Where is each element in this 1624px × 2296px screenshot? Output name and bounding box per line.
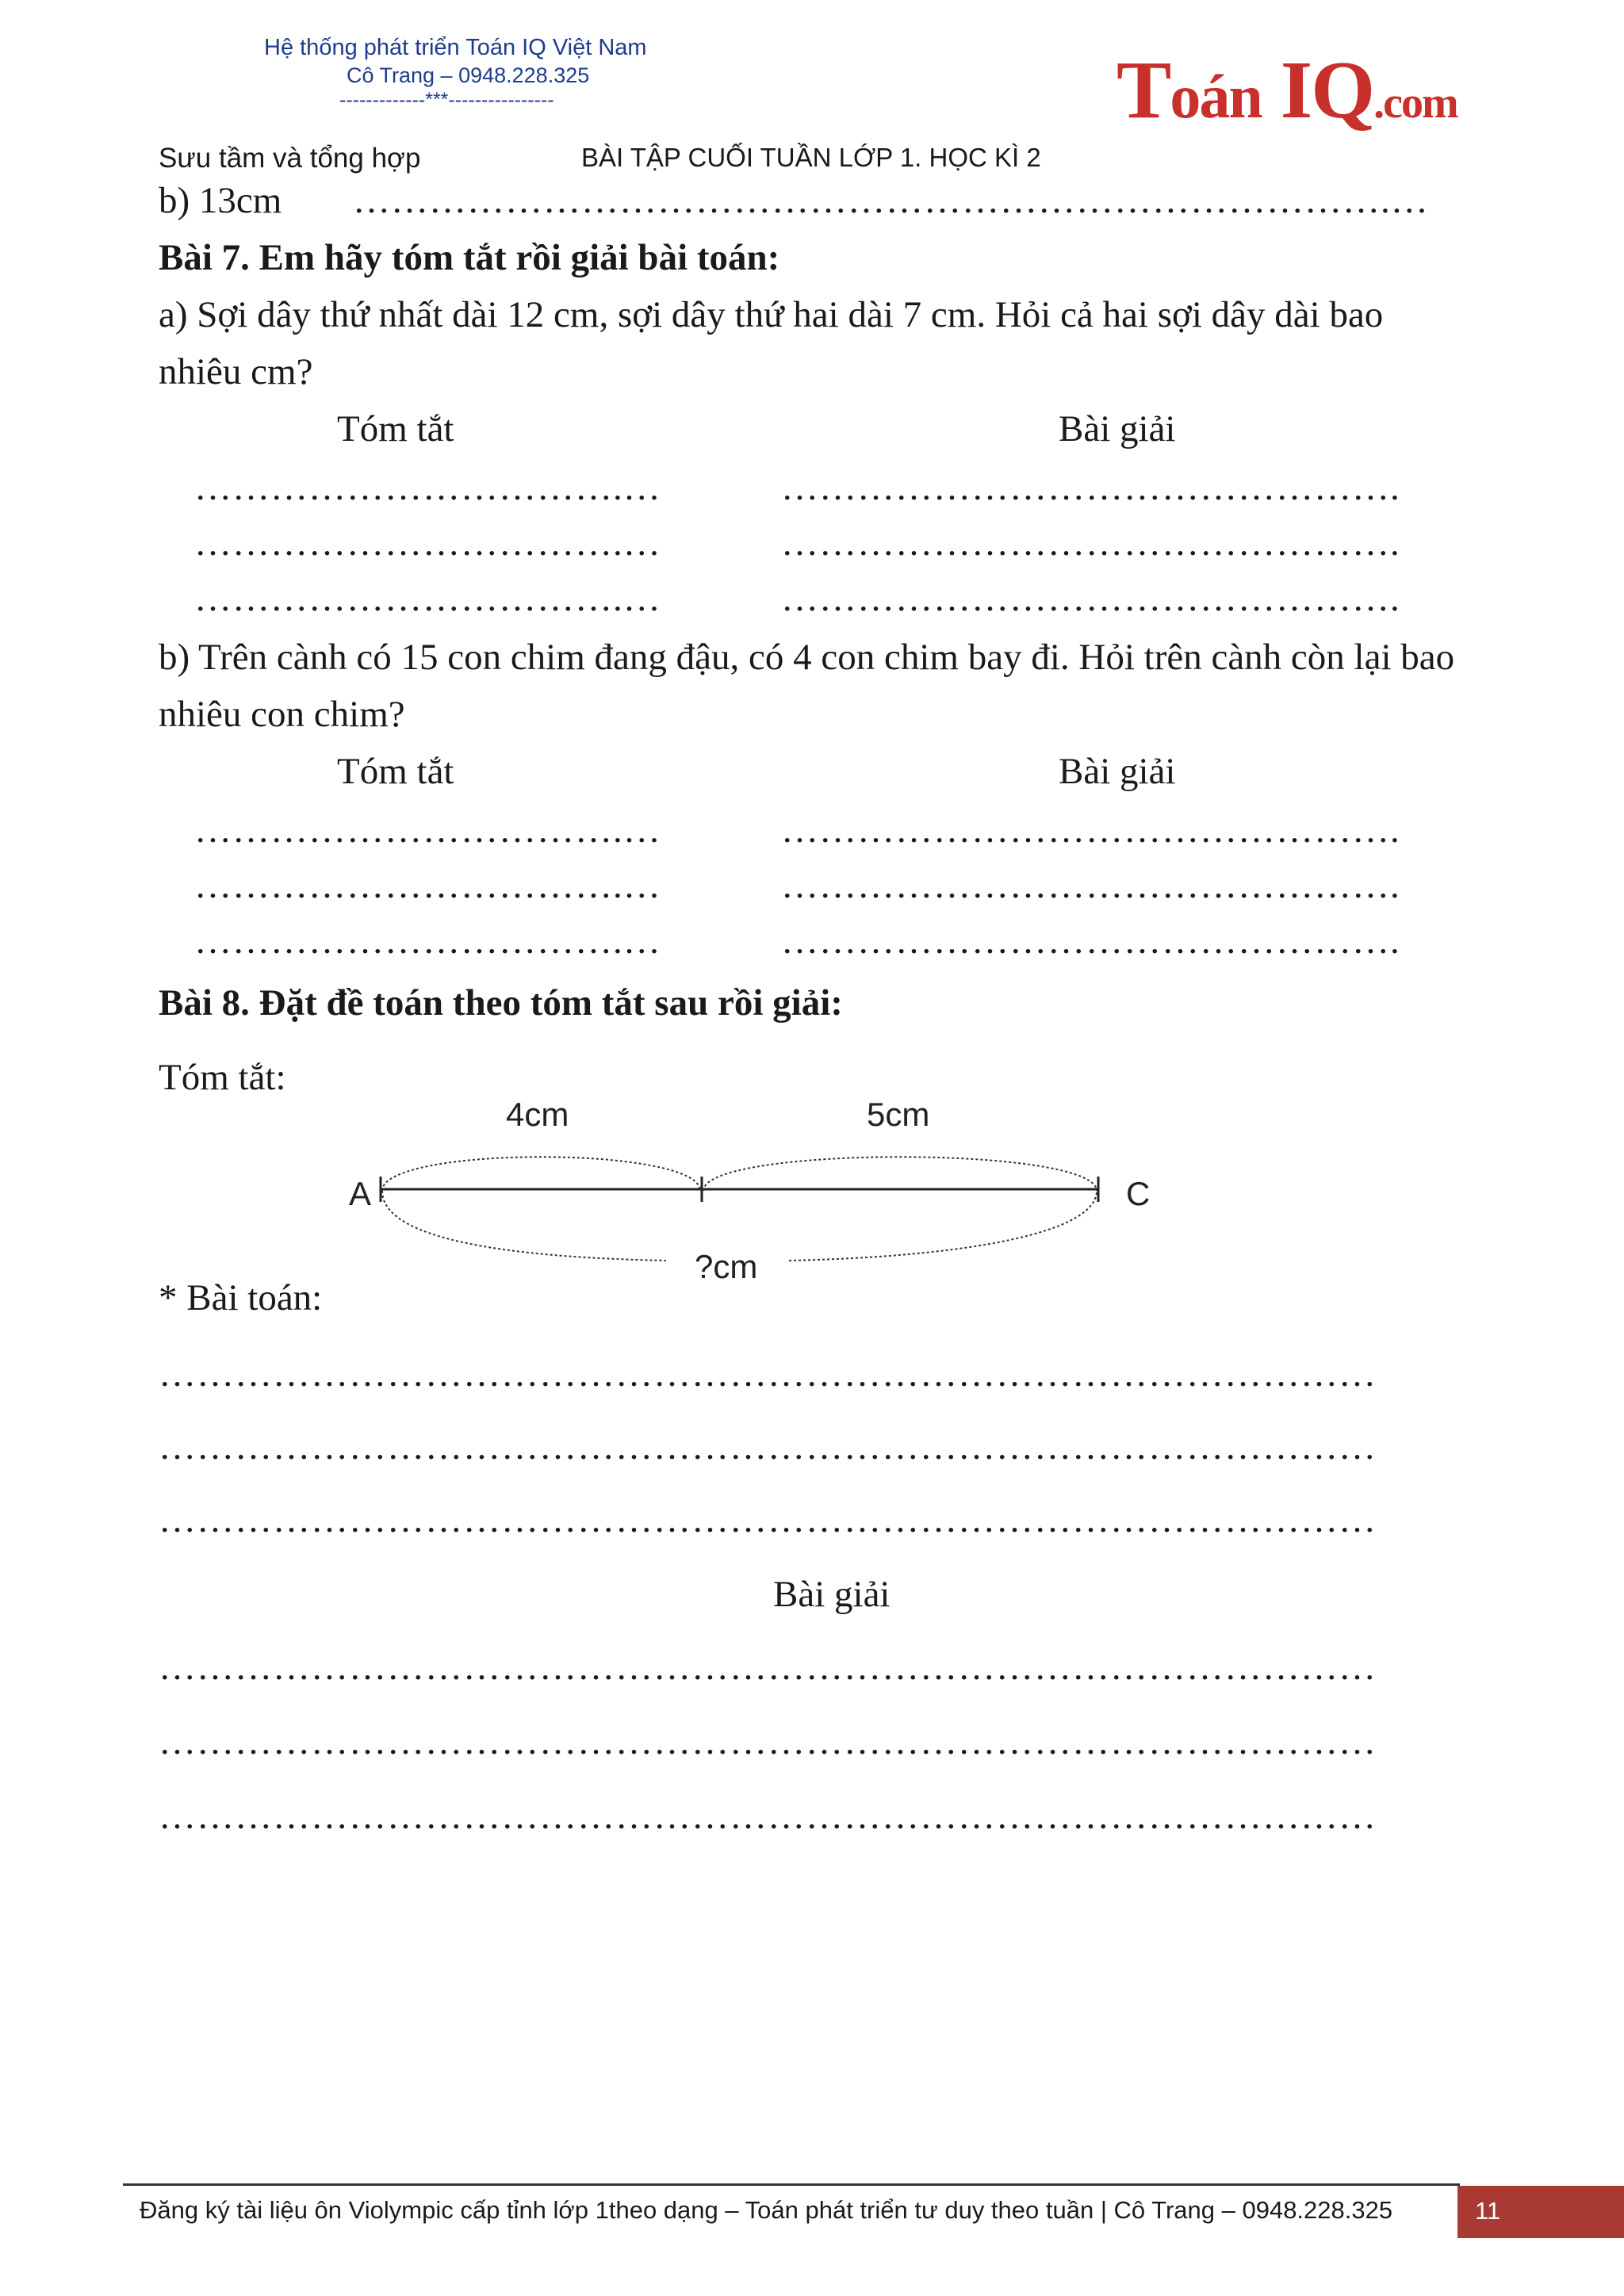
bai7-a-solution-dots-3: …………………………………………. bbox=[781, 578, 1400, 619]
bai7-b-solution-dots-1: …………………………………………. bbox=[781, 809, 1400, 851]
bai7-a-summary-dots-3: …………………………….… bbox=[194, 578, 661, 619]
footer-divider bbox=[123, 2183, 1460, 2186]
bai7-a-line2: nhiêu cm? bbox=[159, 351, 313, 392]
brace-4cm bbox=[382, 1157, 700, 1191]
brace-total-right bbox=[789, 1191, 1097, 1261]
bai8-summary-label: Tóm tắt: bbox=[159, 1057, 286, 1098]
point-a-label: A bbox=[349, 1175, 372, 1212]
document-title: BÀI TẬP CUỐI TUẦN LỚP 1. HỌC KÌ 2 bbox=[581, 143, 1041, 172]
bai7-a-solution-dots-1: …………………………………………. bbox=[781, 467, 1400, 508]
bai8-solution-dots-1: …………………………………………………………………………………… bbox=[159, 1647, 1377, 1688]
bai7-b-solution-label: Bài giải bbox=[1059, 751, 1176, 792]
prev-item-b: b) 13cm bbox=[159, 180, 282, 221]
header-teacher-contact: Cô Trang – 0948.228.325 bbox=[347, 63, 590, 87]
bai7-b-summary-dots-3: …………………………….… bbox=[194, 920, 661, 962]
brace-total-left bbox=[382, 1191, 666, 1261]
bai8-problem-dots-1: …………………………………………………………………………………… bbox=[159, 1353, 1377, 1395]
prev-item-b-dots: ……………………………………………………………………….… bbox=[353, 180, 1429, 221]
segment-diagram bbox=[317, 1094, 1189, 1300]
bai7-b-solution-dots-3: …………………………………………. bbox=[781, 920, 1400, 962]
bai7-title: Bài 7. Em hãy tóm tắt rồi giải bài toán: bbox=[159, 237, 780, 278]
bai8-problem-dots-2: …………………………………………………………………………………… bbox=[159, 1426, 1377, 1468]
bai7-a-solution-label: Bài giải bbox=[1059, 408, 1176, 450]
logo-letter-t: T bbox=[1116, 44, 1170, 136]
logo-dotcom: .com bbox=[1373, 78, 1457, 128]
bai7-b-line2: nhiêu con chim? bbox=[159, 694, 405, 735]
page-number: 11 bbox=[1475, 2197, 1501, 2225]
point-c-label: C bbox=[1126, 1175, 1151, 1212]
bai7-a-summary-label: Tóm tắt bbox=[337, 408, 454, 450]
bai7-a-solution-dots-2: …………………………………………. bbox=[781, 522, 1400, 564]
bai7-b-summary-dots-1: …………………………….… bbox=[194, 809, 661, 851]
bai8-solution-label: Bài giải bbox=[773, 1574, 891, 1615]
header-decoration: -------------***---------------- bbox=[339, 89, 554, 111]
bai7-a-summary-dots-1: …………………………….… bbox=[194, 467, 661, 508]
brace-5cm bbox=[703, 1157, 1097, 1191]
toaniq-logo bbox=[1116, 43, 1457, 137]
segment-5cm-label: 5cm bbox=[867, 1096, 930, 1133]
bai7-b-summary-dots-2: …………………………….… bbox=[194, 865, 661, 906]
footer-text: Đăng ký tài liệu ôn Violympic cấp tỉnh lớp 1theo dạng – Toán phát triển tư duy theo tuần | Cô Trang – 0948.228.325 bbox=[140, 2196, 1393, 2224]
bai7-b-summary-label: Tóm tắt bbox=[337, 751, 454, 792]
bai8-title: Bài 8. Đặt đề toán theo tóm tắt sau rồi giải: bbox=[159, 982, 843, 1024]
page-number-box bbox=[1457, 2186, 1624, 2238]
bai7-b-line1: b) Trên cành có 15 con chim đang đậu, có 4 con chim bay đi. Hỏi trên cành còn lại bao bbox=[159, 637, 1455, 678]
total-unknown-label: ?cm bbox=[695, 1248, 758, 1285]
bai7-a-line1: a) Sợi dây thứ nhất dài 12 cm, sợi dây thứ hai dài 7 cm. Hỏi cả hai sợi dây dài bao bbox=[159, 294, 1384, 335]
header-organization: Hệ thống phát triển Toán IQ Việt Nam bbox=[264, 35, 647, 60]
collected-label: Sưu tầm và tổng hợp bbox=[159, 143, 421, 174]
bai7-b-solution-dots-2: …………………………………………. bbox=[781, 865, 1400, 906]
bai8-solution-dots-3: …………………………………………………………………………………… bbox=[159, 1796, 1377, 1837]
logo-iq: IQ bbox=[1280, 44, 1374, 136]
bai7-a-summary-dots-2: …………………………….… bbox=[194, 522, 661, 564]
bai8-problem-label: * Bài toán: bbox=[159, 1277, 323, 1318]
bai8-solution-dots-2: …………………………………………………………………………………… bbox=[159, 1721, 1377, 1762]
segment-4cm-label: 4cm bbox=[506, 1096, 569, 1133]
logo-oan: oán bbox=[1170, 62, 1262, 131]
bai8-problem-dots-3: …………………………………………………………………………………… bbox=[159, 1499, 1377, 1540]
